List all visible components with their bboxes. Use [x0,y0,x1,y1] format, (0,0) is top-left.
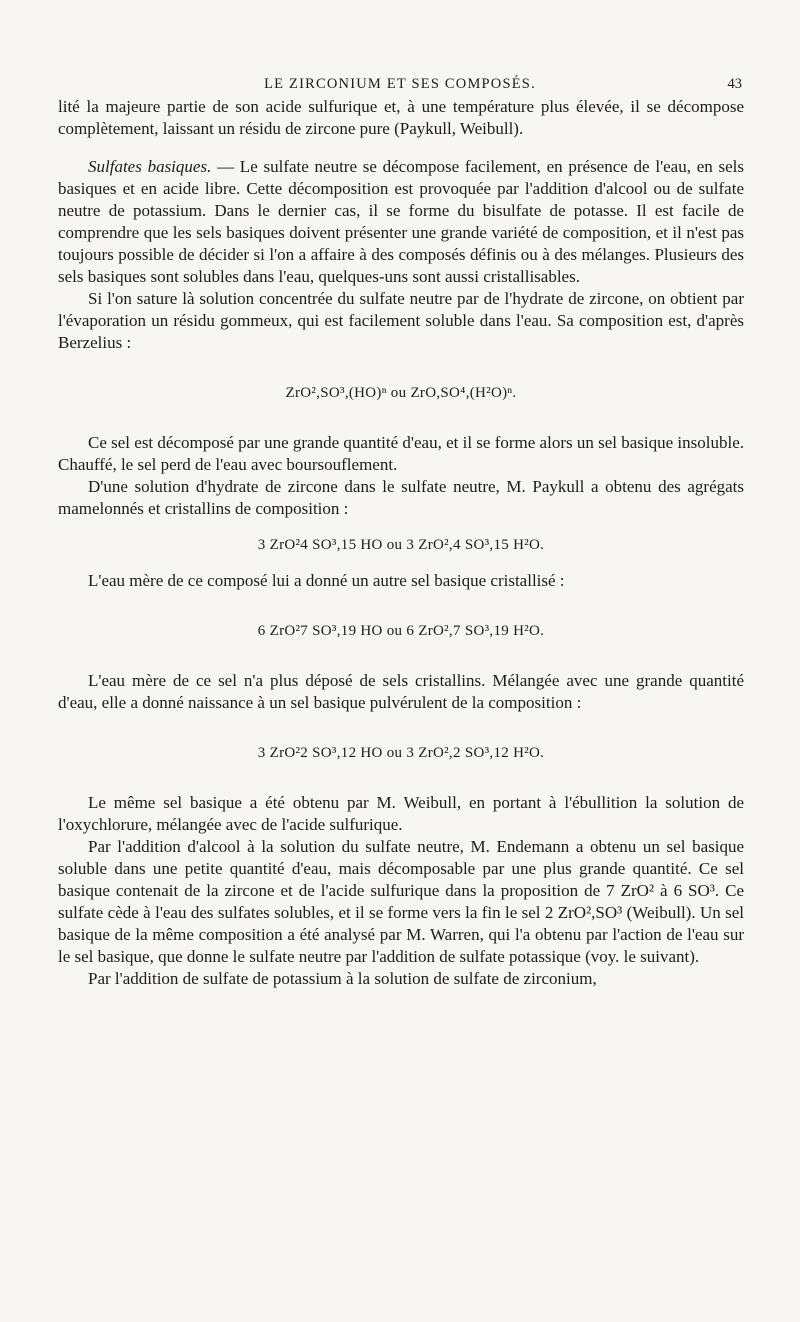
formula-4: 3 ZrO²2 SO³,12 HO ou 3 ZrO²,2 SO³,12 H²O. [257,745,545,761]
paragraph-3: Si l'on sature là solution concentrée du sulfate neutre par de l'hydrate de zircone, on obtient par l'évaporation un résidu gommeux, qui est facilement soluble dans l'eau. Sa composition est, d'après Berzelius : [58,289,744,352]
body-text [58,96,744,990]
paragraph-8: Le même sel basique a été obtenu par M. Weibull, en portant à l'ébullition la solution de l'oxychlorure, mélangée avec de l'acide sulfurique. [58,793,744,834]
paragraph-7: L'eau mère de ce sel n'a plus déposé de sels cristallins. Mélangée avec une grande quantité d'eau, elle a donné naissance à un sel basique pulvérulent de la composition : [58,671,744,712]
paragraph-5: D'une solution d'hydrate de zircone dans le sulfate neutre, M. Paykull a obtenu des agrégats mamelonnés et cristallins de composition : [58,477,744,518]
section-heading: Sulfates basiques. [88,157,212,176]
formula-1: ZrO²,SO³,(HO)ⁿ ou ZrO,SO⁴,(H²O)ⁿ. [285,385,517,401]
paragraph-4: Ce sel est décomposé par une grande quantité d'eau, et il se forme alors un sel basique insoluble. Chauffé, le sel perd de l'eau avec boursouflement. [58,433,744,474]
formula-3: 6 ZrO²7 SO³,19 HO ou 6 ZrO²,7 SO³,19 H²O. [257,623,545,639]
paragraph-sulfates-basiques [58,156,744,288]
paragraph-10: Par l'addition de sulfate de potassium à la solution de sulfate de zirconium, [88,969,597,988]
paragraph-2-text: — Le sulfate neutre se décompose facilement, en présence de l'eau, en sels basiques et en acide libre. Cette décomposition est provoquée par l'addition d'alcool ou de sulfate neutre de potassium. Dans le dernier cas, il se forme du bisulfate de potasse. Il est facile de comprendre que les sels basiques doivent présenter une grande variété de composition, et il n'est pas toujours possible de décider si l'on a affaire à des composés définis ou à des mélanges. Plusieurs des sels basiques sont solubles dans l'eau, quelques-uns sont aussi cristallisables. [58,157,744,286]
paragraph-1: lité la majeure partie de son acide sulfurique et, à une température plus élevée, il se décompose complètement, laissant un résidu de zircone pure (Paykull, Weibull). [58,97,744,138]
paragraph-6: L'eau mère de ce composé lui a donné un autre sel basique cristallisé : [88,571,565,590]
page-number: 43 [727,76,742,92]
page-header [40,76,760,98]
formula-2: 3 ZrO²4 SO³,15 HO ou 3 ZrO²,4 SO³,15 H²O. [257,537,545,553]
paragraph-9: Par l'addition d'alcool à la solution du sulfate neutre, M. Endemann a obtenu un sel basique soluble dans une petite quantité d'eau, mais décomposable par une plus grande quantité. Ce sel basique contenait de la zircone et de l'acide sulfurique dans la proposition de 7 ZrO² à 6 SO³. Ce sulfate cède à l'eau des sulfates solubles, et il se forme vers la fin le sel 2 ZrO²,SO³ (Weibull). Un sel basique de la même composition a été analysé par M. Warren, qui l'a obtenu par l'action de l'eau sur le sel basique, que donne le sulfate neutre par l'addition de sulfate potassique (voy. le suivant). [58,837,744,966]
running-title: LE ZIRCONIUM ET SES COMPOSÉS. [264,76,536,92]
